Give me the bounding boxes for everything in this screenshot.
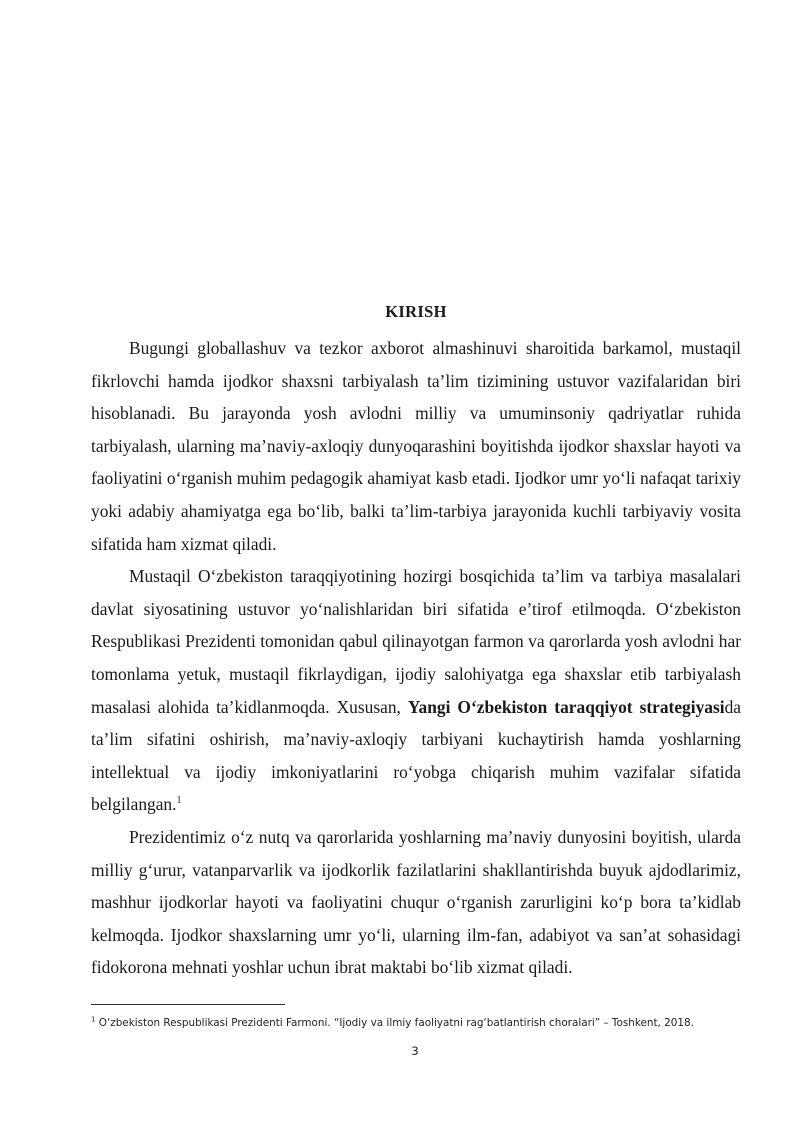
footnote-separator (91, 1004, 285, 1005)
paragraph-2-continued: da ta’lim sifatini oshirish, ma’naviy-axloqiy tarbiyani kuchaytirish hamda yoshlarning intellektual va ijodiy imkoniyatlarini ro‘yobga chiqarish muhim vazifalar sifatida belgilangan. (91, 696, 741, 815)
strategy-title: Yangi O‘zbekiston taraqqiyot strategiyasi (407, 696, 725, 717)
paragraph-1: Bugungi globallashuv va tezkor axborot almashinuvi sharoitida barkamol, mustaqil fikrlovchi hamda ijodkor shaxsni tarbiyalash ta’lim tizimining ustuvor vazifalaridan biri hisoblanadi. Bu jarayonda yosh avlodni milliy va umuminsoniy qadriyatlar ruhida tarbiyalash, ularning ma’naviy-axloqiy dunyoqarashini boyitishda ijodkor shaxslar hayoti va faoliyatini o‘rganish muhim pedagogik ahamiyat kasb etadi. Ijodkor umr yo‘li nafaqat tarixiy yoki adabiy ahamiyatga ega bo‘lib, balki ta’lim-tarbiya jarayonida kuchli tarbiyaviy vosita sifatida ham xizmat qiladi. (91, 338, 741, 554)
paragraph-2 (91, 560, 741, 821)
body-text (91, 298, 741, 984)
page-number: 3 (411, 1044, 419, 1058)
footnote-text: O‘zbekiston Respublikasi Prezidenti Farmoni. “Ijodiy va ilmiy faoliyatni rag‘batlantirish choralari” – Toshkent, 2018. (98, 1017, 694, 1029)
paragraph-3: Prezidentimiz o‘z nutq va qarorlarida yoshlarning ma’naviy dunyosini boyitish, ularda milliy g‘urur, vatanparvarlik va ijodkorlik fazilatlarini shakllantirishda buyuk ajdodlarimiz, mashhur ijodkorlar hayoti va faoliyatini chuqur o‘rganish zarurligini ko‘p bora ta’kidlab kelmoqda. Ijodkor shaxslarning umr yo‘li, ularning ilm-fan, adabiyot va san’at sohasidagi fidokorona mehnati yoshlar uchun ibrat maktabi bo‘lib xizmat qiladi. (91, 826, 741, 978)
footnote (91, 1016, 751, 1030)
paragraph-2-text: Mustaqil O‘zbekiston taraqqiyotining hozirgi bosqichida ta’lim va tarbiya masalalari davlat siyosatining ustuvor yo‘nalishlaridan biri sifatida e’tirof etilmoqda. O‘zbekiston Respublikasi Prezidenti tomonidan qabul qilinayotgan farmon va qarorlarda yosh avlodni har tomonlama yetuk, mustaqil fikrlaydigan, ijodiy salohiyatga ega shaxslar etib tarbiyalash masalasi alohida ta’kidlanmoqda. Xususan, (91, 566, 741, 717)
footnote-marker: 1 (91, 1015, 96, 1024)
page-heading: KIRISH (385, 302, 447, 321)
footnote-reference[interactable]: 1 (176, 795, 182, 807)
